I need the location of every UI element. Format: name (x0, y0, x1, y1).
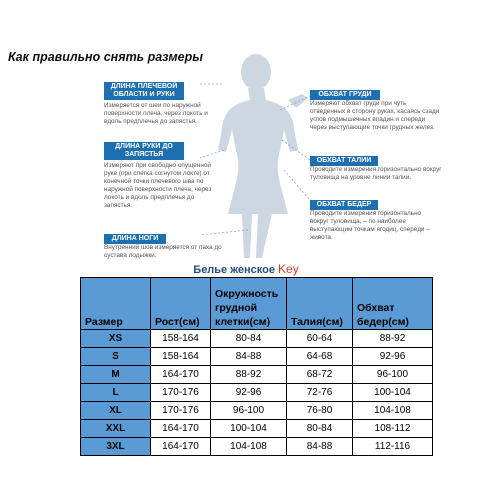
value-cell: 96-100 (353, 366, 433, 384)
value-cell: 92-96 (353, 348, 433, 366)
value-cell: 158-164 (151, 330, 211, 348)
size-cell: L (81, 384, 151, 402)
label-hips: ОБХВАТ БЕДЕР (310, 200, 378, 210)
table-row (81, 402, 433, 420)
value-cell: 80-84 (287, 420, 353, 438)
value-cell: 68-72 (287, 366, 353, 384)
value-cell: 84-88 (287, 438, 353, 456)
value-cell: 60-64 (287, 330, 353, 348)
size-table (80, 277, 433, 456)
table-row (81, 330, 433, 348)
value-cell: 92-96 (211, 384, 287, 402)
value-cell: 88-92 (211, 366, 287, 384)
value-cell: 96-100 (211, 402, 287, 420)
value-cell: 72-76 (287, 384, 353, 402)
table-row (81, 366, 433, 384)
value-cell: 80-84 (211, 330, 287, 348)
label-leg: ДЛИНА НОГИ (104, 234, 166, 244)
table-row (81, 420, 433, 438)
value-cell: 108-112 (353, 420, 433, 438)
table-heading: Белье женское (193, 264, 275, 276)
header-height: Рост(см) (151, 278, 211, 330)
value-cell: 164-170 (151, 438, 211, 456)
value-cell: 100-104 (211, 420, 287, 438)
header-chest: Окружность грудной клетки(см) (211, 278, 287, 330)
value-cell: 164-170 (151, 420, 211, 438)
size-cell: M (81, 366, 151, 384)
brand-name: Key (278, 262, 299, 276)
value-cell: 164-170 (151, 366, 211, 384)
desc-leg: Внутренний шов измеряется от паха до сустава лодыжки. (104, 244, 222, 259)
value-cell: 100-104 (353, 384, 433, 402)
header-waist: Талия(см) (287, 278, 353, 330)
size-cell: 3XL (81, 438, 151, 456)
table-row (81, 438, 433, 456)
table-row (81, 384, 433, 402)
value-cell: 158-164 (151, 348, 211, 366)
value-cell: 84-88 (211, 348, 287, 366)
value-cell: 170-176 (151, 402, 211, 420)
table-row (81, 348, 433, 366)
desc-arm: Измеряют при свободно опущенной руке (при слегка согнутом локте) от конечной точки плечевого шва по наружной поверхности плеча, через локоть и вдоль предплечья до запястья. (104, 162, 212, 209)
header-size: Размер (81, 278, 151, 330)
value-cell: 76-80 (287, 402, 353, 420)
value-cell: 64-68 (287, 348, 353, 366)
value-cell: 104-108 (353, 402, 433, 420)
table-title (0, 262, 492, 276)
value-cell: 112-116 (353, 438, 433, 456)
value-cell: 88-92 (353, 330, 433, 348)
value-cell: 170-176 (151, 384, 211, 402)
size-cell: XS (81, 330, 151, 348)
desc-hips: Проводите измерения горизонтально вокруг туловища, – по наиболее выступающим точкам ягодиц, спереди – живота. (310, 210, 430, 241)
desc-waist: Проводите измерения горизонтально вокруг туловища на уровне линии талии. (310, 166, 442, 181)
header-hips: Обхват бедер(см) (353, 278, 433, 330)
label-chest: ОБХВАТ ГРУДИ (310, 90, 380, 100)
table-header-row (81, 278, 433, 330)
label-shoulder: ДЛИНА ПЛЕЧЕВОЙ ОБЛАСТИ И РУКИ (104, 82, 184, 100)
page-title: Как правильно снять размеры (8, 50, 203, 64)
size-cell: XL (81, 402, 151, 420)
label-arm: ДЛИНА РУКИ ДО ЗАПЯСТЬЯ (104, 142, 184, 160)
value-cell: 104-108 (211, 438, 287, 456)
size-cell: S (81, 348, 151, 366)
desc-chest: Измеряют обхват груди при чуть отведенных в сторону руках, касаясь сзади углов подмышечных впадин и спереди через выступающие точки грудных желез. (310, 100, 440, 131)
size-cell: XXL (81, 420, 151, 438)
label-waist: ОБХВАТ ТАЛИИ (310, 156, 378, 166)
desc-shoulder: Измеряется от шеи по наружной поверхности плеча, через локоть и вдоль предплечья до запястья. (104, 102, 208, 125)
